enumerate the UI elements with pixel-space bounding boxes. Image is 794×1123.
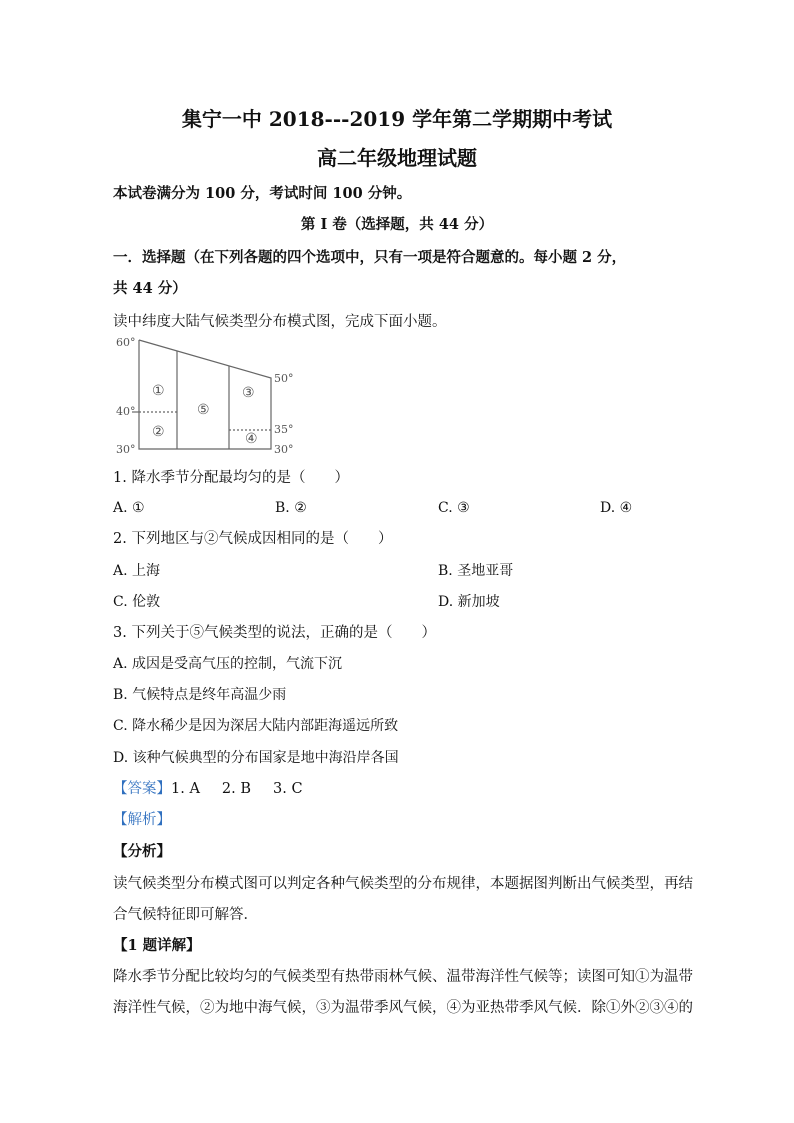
- question-1-option-b: B. ②: [275, 500, 307, 516]
- exam-title: 集宁一中 2018---2019 学年第二学期期中考试: [181, 107, 613, 131]
- section-title: 第 I 卷（选择题，共 44 分）: [300, 216, 494, 233]
- lat-label-30-left: 30°: [116, 443, 136, 456]
- lat-label-50: 50°: [274, 372, 294, 385]
- question-3-stem: 3. 下列关于⑤气候类型的说法，正确的是（ ）: [113, 625, 436, 641]
- zone-label-3: ③: [242, 385, 255, 401]
- question-1-option-a: A. ①: [113, 500, 145, 516]
- answer-1: 1. A: [171, 781, 200, 797]
- question-2-stem: 2. 下列地区与②气候成因相同的是（ ）: [113, 531, 393, 547]
- zone-label-5: ⑤: [197, 402, 210, 418]
- question-1-stem: 1. 降水季节分配最均匀的是（ ）: [113, 470, 349, 486]
- answer-label: 【答案】: [113, 781, 171, 797]
- question-3-option-d: D. 该种气候典型的分布国家是地中海沿岸各国: [113, 750, 399, 766]
- answer-line: [113, 779, 303, 799]
- detail-label: 【1 题详解】: [113, 937, 201, 954]
- zone-label-1: ①: [152, 383, 165, 399]
- question-3-option-b: B. 气候特点是终年高温少雨: [113, 687, 287, 703]
- question-2-option-d: D. 新加坡: [438, 594, 500, 610]
- question-1-option-c: C. ③: [438, 500, 470, 516]
- answer-2: 2. B: [221, 781, 252, 797]
- detail-text-line1: 降水季节分配比较均匀的气候类型有热带雨林气候、温带海洋性气候等；读图可知①为温带: [113, 969, 693, 985]
- lat-label-30-right: 30°: [274, 443, 294, 456]
- question-2-option-b: B. 圣地亚哥: [438, 563, 514, 579]
- exam-subtitle: 高二年级地理试题: [317, 146, 477, 170]
- question-3-option-c: C. 降水稀少是因为深居大陆内部距海遥远所致: [113, 718, 399, 734]
- part-heading-line1: 一．选择题（在下列各题的四个选项中，只有一项是符合题意的。每小题 2 分，: [113, 249, 627, 266]
- question-2-option-a: A. 上海: [113, 563, 161, 579]
- analysis-sub-label: 【分析】: [113, 843, 171, 860]
- analysis-text-line2: 合气候特征即可解答．: [113, 907, 258, 923]
- zone-label-4: ④: [245, 431, 258, 447]
- answer-3: 3. C: [273, 781, 303, 797]
- lat-label-35: 35°: [274, 423, 294, 436]
- climate-distribution-figure: [110, 336, 310, 456]
- part-heading-line2: 共 44 分）: [113, 280, 187, 297]
- score-line: 本试卷满分为 100 分，考试时间 100 分钟。: [113, 185, 412, 202]
- analysis-text-line1: 读气候类型分布模式图可以判定各种气候类型的分布规律，本题据图判断出气候类型，再结: [113, 876, 693, 892]
- lat-label-60: 60°: [116, 336, 136, 349]
- lat-label-40: 40°: [116, 405, 136, 418]
- analysis-label: 【解析】: [113, 812, 171, 828]
- question-3-option-a: A. 成因是受高气压的控制，气流下沉: [113, 656, 343, 672]
- question-2-option-c: C. 伦敦: [113, 594, 161, 610]
- question-1-option-d: D. ④: [600, 500, 633, 516]
- instruction-text: 读中纬度大陆气候类型分布模式图，完成下面小题。: [113, 314, 447, 330]
- detail-text-line2: 海洋性气候，②为地中海气候，③为温带季风气候，④为亚热带季风气候．除①外②③④的: [113, 1000, 693, 1016]
- zone-label-2: ②: [152, 424, 165, 440]
